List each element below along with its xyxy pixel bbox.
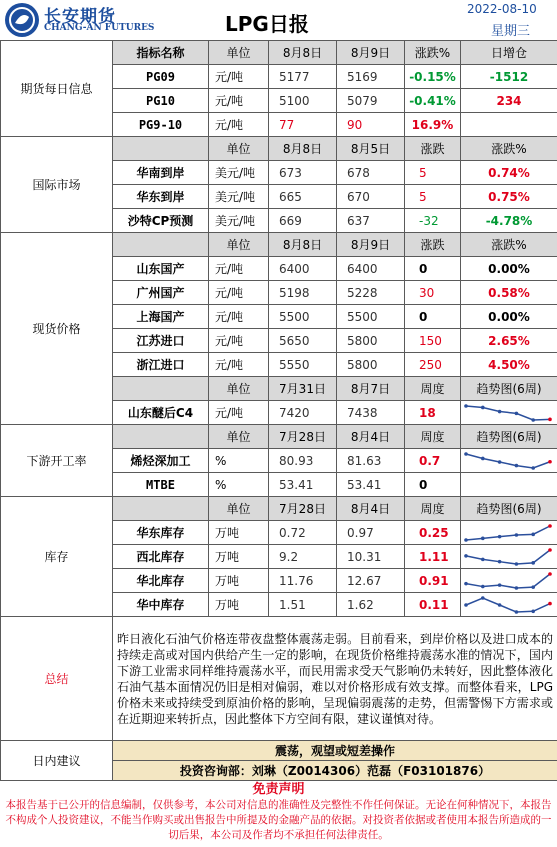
value-date1: 5177 [269, 65, 337, 89]
row-unit: 美元/吨 [209, 185, 269, 209]
change-value: 5 [405, 185, 461, 209]
column-header-blank [113, 497, 209, 521]
row-name: 江苏进口 [113, 329, 209, 353]
column-header-blank [113, 137, 209, 161]
change-percent: -4.78% [461, 209, 557, 233]
change-value: 5 [405, 161, 461, 185]
trend-chart [461, 449, 557, 473]
change-percent: 0.75% [461, 185, 557, 209]
column-header: 8月8日 [269, 41, 337, 65]
value-date2: 10.31 [337, 545, 405, 569]
inventory-row-2-sparkline-point [531, 585, 535, 589]
row-name: PG9-10 [113, 113, 209, 137]
column-header: 周度 [405, 497, 461, 521]
column-header: 单位 [209, 377, 269, 401]
table-header-row [1, 425, 557, 449]
inventory-row-1-sparkline-point [464, 554, 468, 558]
column-header: 单位 [209, 497, 269, 521]
disclaimer-title: 免责声明 [252, 782, 305, 797]
row-name: 华中库存 [113, 593, 209, 617]
column-header: 趋势图(6周) [461, 497, 557, 521]
inventory-row-3-sparkline-line [466, 598, 550, 612]
inventory-row-3-sparkline-point [498, 603, 502, 607]
value-date1: 80.93 [269, 449, 337, 473]
column-header: 8月9日 [337, 41, 405, 65]
column-header: 7月28日 [269, 425, 337, 449]
summary-row [1, 617, 557, 741]
inventory-row-2-sparkline-point [515, 586, 519, 590]
downstream-row-0-sparkline-point [498, 460, 502, 464]
column-header-blank [113, 425, 209, 449]
section-label-advice: 日内建议 [1, 741, 113, 781]
company-name-cn: 长安期货 [44, 7, 116, 27]
column-header: 指标名称 [113, 41, 209, 65]
value-date1: 5550 [269, 353, 337, 377]
spot-weekly-sparkline-point [498, 409, 502, 413]
value-date1: 665 [269, 185, 337, 209]
row-unit: 万吨 [209, 593, 269, 617]
value-date2: 5169 [337, 65, 405, 89]
report-header [0, 0, 557, 40]
value-date2: 0.97 [337, 521, 405, 545]
column-header: 涨跌% [405, 41, 461, 65]
value-date1: 5198 [269, 281, 337, 305]
column-header: 7月28日 [269, 497, 337, 521]
inventory-row-0-sparkline-point [464, 538, 468, 542]
row-unit: 万吨 [209, 545, 269, 569]
spot-weekly-sparkline-point [464, 404, 468, 408]
spot-weekly-sparkline-point [548, 417, 552, 421]
row-unit: 元/吨 [209, 113, 269, 137]
inventory-row-1-sparkline-point [548, 548, 552, 552]
value-date1: 11.76 [269, 569, 337, 593]
section-label-futures: 期货每日信息 [1, 41, 113, 137]
value-date1: 1.51 [269, 593, 337, 617]
row-name: 西北库存 [113, 545, 209, 569]
value-date1: 5500 [269, 305, 337, 329]
spot-weekly-sparkline-point [481, 405, 485, 409]
column-header: 周度 [405, 377, 461, 401]
analyst-contact: 投资咨询部：刘琳（Z0014306）范磊（F03101876） [113, 761, 557, 781]
column-header: 8月7日 [337, 377, 405, 401]
inventory-row-1-sparkline-point [515, 562, 519, 566]
value-date2: 678 [337, 161, 405, 185]
value-date1: 6400 [269, 257, 337, 281]
inventory-row-2-sparkline-point [498, 583, 502, 587]
inventory-row-3-sparkline-point [464, 603, 468, 607]
value-date1: 0.72 [269, 521, 337, 545]
summary-text: 昨日液化石油气价格连带夜盘整体震荡走弱。目前看来，到岸价格以及进口成本的持续走高或对国内供给产生一定的影响，在现货价格维持震荡水准的情况下，国内下游工业需求同样维持震荡水平，而民用需求受天气影响仍未转好，因此整体液化石油气基本面情况仍旧是相对偏弱，难以对价格形成有效支撑。而整体看来，LPG价格未来或持续受到原油价格的影响，呈现偏弱震荡的走势，但需警惕下方需求或在近期迎来转折点，因此整体下方空间有限，建议谨慎对待。 [113, 617, 557, 741]
inventory-row-1-sparkline-point [498, 559, 502, 563]
column-header: 8月9日 [337, 233, 405, 257]
table-header-row [1, 497, 557, 521]
section-label-summary: 总结 [1, 617, 113, 741]
row-unit: 美元/吨 [209, 161, 269, 185]
row-name: 上海国产 [113, 305, 209, 329]
column-header: 趋势图(6周) [461, 425, 557, 449]
report-table [0, 40, 557, 781]
inventory-row-2-sparkline-point [464, 581, 468, 585]
value-date1: 77 [269, 113, 337, 137]
change-value: 0 [405, 257, 461, 281]
position-change: 234 [461, 89, 557, 113]
column-header: 趋势图(6周) [461, 377, 557, 401]
value-date2: 81.63 [337, 449, 405, 473]
inventory-row-0-sparkline-point [498, 534, 502, 538]
change-value: 0 [405, 305, 461, 329]
column-header: 涨跌% [461, 137, 557, 161]
report-weekday: 星期三 [491, 24, 531, 39]
downstream-row-0-sparkline [463, 451, 553, 471]
inventory-row-3-sparkline-point [531, 609, 535, 613]
downstream-row-1-sparkline [463, 475, 553, 495]
advice-text: 震荡，观望或短差操作 [113, 741, 557, 761]
change-percent: 0.58% [461, 281, 557, 305]
row-name: 山东醚后C4 [113, 401, 209, 425]
change-value: 30 [405, 281, 461, 305]
column-header: 涨跌 [405, 233, 461, 257]
section-label-spot: 现货价格 [1, 233, 113, 425]
change-percent: 2.65% [461, 329, 557, 353]
spot-weekly-sparkline [463, 403, 553, 423]
trend-chart [461, 569, 557, 593]
row-unit: 万吨 [209, 569, 269, 593]
row-unit: 元/吨 [209, 281, 269, 305]
column-header: 涨跌% [461, 233, 557, 257]
change-value: 0.11 [405, 593, 461, 617]
row-name: PG09 [113, 65, 209, 89]
inventory-row-3-sparkline-point [481, 596, 485, 600]
value-date2: 53.41 [337, 473, 405, 497]
column-header-blank [113, 377, 209, 401]
row-name: PG10 [113, 89, 209, 113]
value-date1: 5650 [269, 329, 337, 353]
value-date1: 669 [269, 209, 337, 233]
row-name: 华南到岸 [113, 161, 209, 185]
spot-weekly-sparkline-point [531, 418, 535, 422]
change-percent: 4.50% [461, 353, 557, 377]
value-date1: 53.41 [269, 473, 337, 497]
company-name-en: CHANG-AN FUTURES [44, 23, 155, 33]
inventory-row-1-sparkline [463, 547, 553, 567]
value-date2: 637 [337, 209, 405, 233]
value-date1: 673 [269, 161, 337, 185]
value-date2: 6400 [337, 257, 405, 281]
row-unit: % [209, 473, 269, 497]
row-unit: % [209, 449, 269, 473]
spot-weekly-sparkline-point [515, 411, 519, 415]
row-unit: 万吨 [209, 521, 269, 545]
column-header: 7月31日 [269, 377, 337, 401]
column-header: 单位 [209, 137, 269, 161]
inventory-row-2-sparkline-point [548, 572, 552, 576]
value-date2: 90 [337, 113, 405, 137]
report-title: LPG日报 [225, 12, 309, 36]
value-date1: 5100 [269, 89, 337, 113]
row-unit: 元/吨 [209, 305, 269, 329]
section-label-intl: 国际市场 [1, 137, 113, 233]
change-value: 250 [405, 353, 461, 377]
value-date2: 12.67 [337, 569, 405, 593]
value-date1: 7420 [269, 401, 337, 425]
downstream-row-0-sparkline-line [466, 454, 550, 468]
inventory-row-0-sparkline-point [481, 536, 485, 540]
value-date2: 1.62 [337, 593, 405, 617]
column-header: 日增仓 [461, 41, 557, 65]
inventory-row-0-sparkline-point [515, 533, 519, 537]
change-percent: 16.9% [405, 113, 461, 137]
downstream-row-0-sparkline-point [481, 456, 485, 460]
column-header: 单位 [209, 41, 269, 65]
table-header-row [1, 137, 557, 161]
section-label-inventory: 库存 [1, 497, 113, 617]
trend-chart [461, 521, 557, 545]
disclaimer-text: 本报告基于已公开的信息编制，仅供参考，本公司对信息的准确性及完整性不作任何保证。无论在何种情况下，本报告不构成个人投资建议，不能当作购买或出售报告中所提及的金融产品的依据。对投资者依据或者使用本报告所造成的一切后果，本公司及作者均不承担任何法律责任。 [5, 799, 552, 841]
row-unit: 元/吨 [209, 257, 269, 281]
position-change: -1512 [461, 65, 557, 89]
row-unit: 美元/吨 [209, 209, 269, 233]
downstream-row-0-sparkline-point [515, 463, 519, 467]
downstream-row-0-sparkline-point [548, 459, 552, 463]
section-label-downstream: 下游开工率 [1, 425, 113, 497]
change-value: 1.11 [405, 545, 461, 569]
table-header-row [1, 233, 557, 257]
change-percent: -0.15% [405, 65, 461, 89]
row-name: 华北库存 [113, 569, 209, 593]
inventory-row-3-sparkline-point [515, 610, 519, 614]
company-logo-icon [5, 3, 39, 37]
downstream-row-0-sparkline-point [531, 466, 535, 470]
change-value: 18 [405, 401, 461, 425]
trend-chart [461, 473, 557, 497]
row-unit: 元/吨 [209, 401, 269, 425]
value-date2: 5079 [337, 89, 405, 113]
value-date2: 5228 [337, 281, 405, 305]
inventory-row-0-sparkline [463, 523, 553, 543]
inventory-row-0-sparkline-line [466, 526, 550, 540]
trend-chart [461, 593, 557, 617]
disclaimer [0, 781, 557, 847]
value-date2: 5800 [337, 329, 405, 353]
inventory-row-2-sparkline-line [466, 574, 550, 588]
advice-row [1, 741, 557, 761]
downstream-row-0-sparkline-point [464, 452, 468, 456]
row-name: 烯烃深加工 [113, 449, 209, 473]
inventory-row-3-sparkline [463, 595, 553, 615]
inventory-row-2-sparkline [463, 571, 553, 591]
column-header: 8月4日 [337, 497, 405, 521]
trend-chart [461, 545, 557, 569]
inventory-row-0-sparkline-point [531, 532, 535, 536]
change-value: 150 [405, 329, 461, 353]
column-header: 单位 [209, 233, 269, 257]
row-name: 华东库存 [113, 521, 209, 545]
change-value: 0.91 [405, 569, 461, 593]
column-header: 8月8日 [269, 137, 337, 161]
value-date2: 670 [337, 185, 405, 209]
column-header: 8月4日 [337, 425, 405, 449]
table-header-row [1, 41, 557, 65]
column-header-blank [113, 233, 209, 257]
change-percent: -0.41% [405, 89, 461, 113]
spot-weekly-sparkline-line [466, 406, 550, 420]
row-unit: 元/吨 [209, 89, 269, 113]
change-value: 0 [405, 473, 461, 497]
row-name: 沙特CP预测 [113, 209, 209, 233]
change-value: -32 [405, 209, 461, 233]
position-change [461, 113, 557, 137]
trend-chart [461, 401, 557, 425]
column-header: 8月8日 [269, 233, 337, 257]
row-unit: 元/吨 [209, 329, 269, 353]
column-header: 涨跌 [405, 137, 461, 161]
row-name: 广州国产 [113, 281, 209, 305]
row-name: MTBE [113, 473, 209, 497]
inventory-row-1-sparkline-point [481, 557, 485, 561]
inventory-row-1-sparkline-point [531, 561, 535, 565]
inventory-row-1-sparkline-line [466, 550, 550, 564]
change-value: 0.25 [405, 521, 461, 545]
change-percent: 0.00% [461, 305, 557, 329]
inventory-row-3-sparkline-point [548, 601, 552, 605]
row-name: 华东到岸 [113, 185, 209, 209]
column-header: 单位 [209, 425, 269, 449]
change-percent: 0.00% [461, 257, 557, 281]
row-unit: 元/吨 [209, 353, 269, 377]
inventory-row-2-sparkline-point [481, 584, 485, 588]
report-date: 2022-08-10 [467, 2, 537, 16]
value-date2: 5500 [337, 305, 405, 329]
row-name: 山东国产 [113, 257, 209, 281]
column-header: 周度 [405, 425, 461, 449]
column-header: 8月5日 [337, 137, 405, 161]
change-value: 0.7 [405, 449, 461, 473]
report-table-body [1, 41, 557, 781]
row-unit: 元/吨 [209, 65, 269, 89]
value-date1: 9.2 [269, 545, 337, 569]
change-percent: 0.74% [461, 161, 557, 185]
value-date2: 7438 [337, 401, 405, 425]
row-name: 浙江进口 [113, 353, 209, 377]
inventory-row-0-sparkline-point [548, 524, 552, 528]
value-date2: 5800 [337, 353, 405, 377]
